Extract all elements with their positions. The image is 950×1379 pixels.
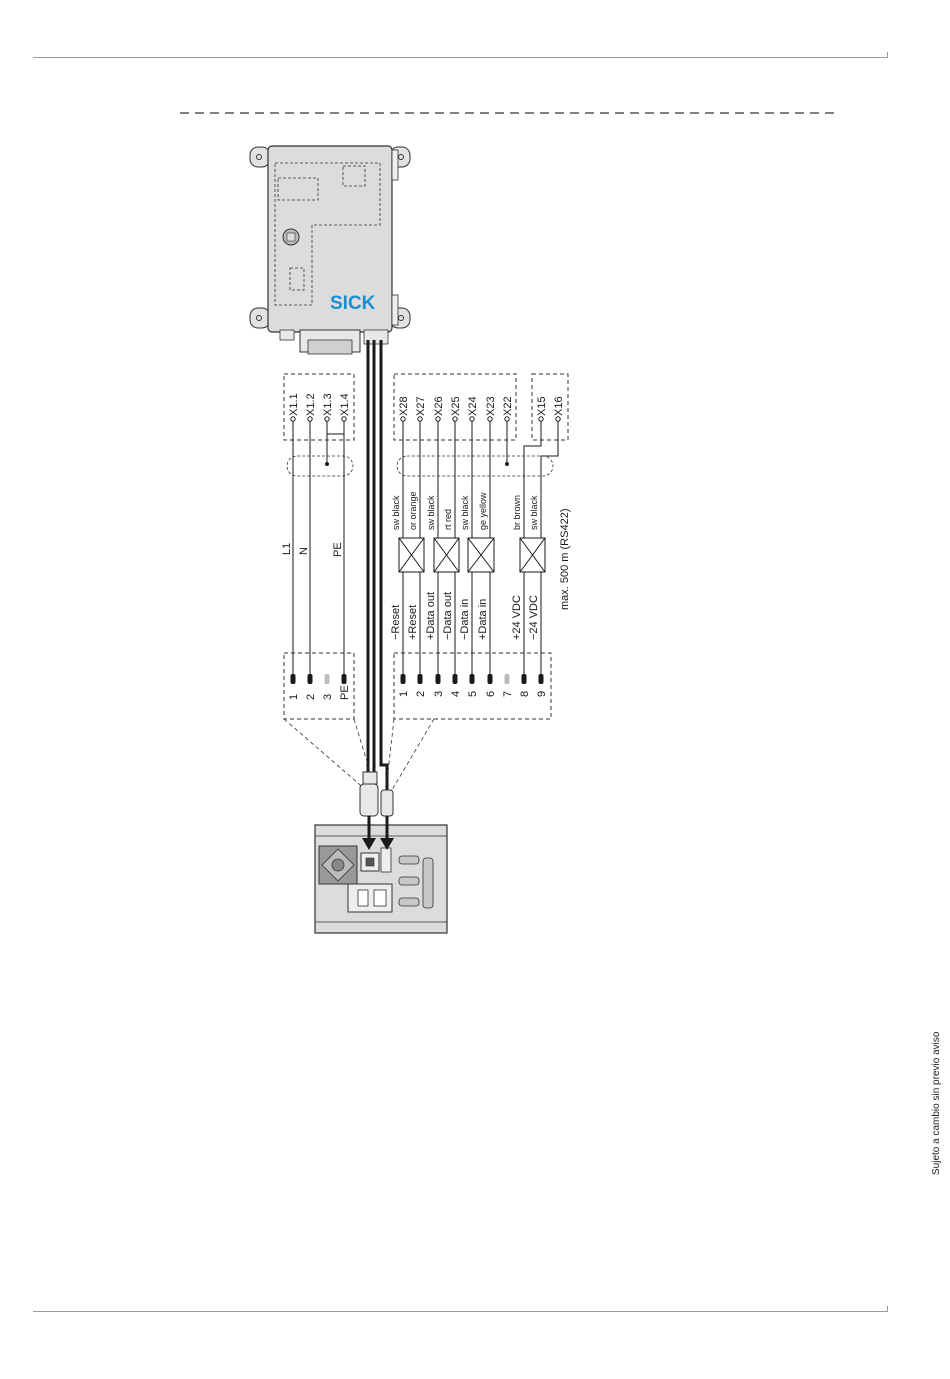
main-cables (368, 340, 387, 795)
device-clip (392, 150, 398, 180)
sub-d-connector-icon (399, 877, 419, 885)
signal-label: +Data out (425, 591, 437, 640)
data-socket-icon (381, 848, 391, 872)
data-terminal-top-label: X23 (485, 396, 497, 416)
wire-color-label: sw black (529, 495, 539, 530)
data-terminal-top-label: X26 (433, 396, 445, 416)
power-terminal-bottom-label: PE (339, 685, 351, 700)
device-gland (280, 330, 294, 340)
power-terminal-bottom-label: 3 (322, 693, 334, 700)
terminal-screw-icon (539, 417, 543, 421)
sub-d-37-connector-icon (423, 858, 433, 908)
junction-dot (505, 462, 509, 466)
terminal-screw-icon (401, 417, 405, 421)
power-terminal-top-label: X1.4 (339, 393, 351, 416)
callout-line (392, 719, 434, 790)
terminal-screw-icon (325, 417, 329, 421)
data-terminal-top-label: X27 (415, 396, 427, 416)
power-terminal-top-label: X1.1 (288, 393, 300, 416)
power-wire-label: PE (332, 542, 344, 557)
terminal-pin-icon (342, 674, 347, 684)
terminal-screw-icon (505, 417, 509, 421)
terminal-pin-icon (505, 674, 510, 684)
wire-color-label: sw black (391, 495, 401, 530)
terminal-pin-icon (325, 674, 330, 684)
data-terminal-bottom-label: 1 (398, 690, 410, 697)
signal-label: +24 VDC (511, 595, 523, 640)
terminal-pin-icon (436, 674, 441, 684)
power-wire-label: N (298, 547, 310, 555)
power-terminal-bottom-label: 1 (288, 693, 300, 700)
extra-terminal-top-label: X16 (553, 396, 565, 416)
pe-bridge-wire (327, 421, 344, 434)
data-terminal-bottom-label: 4 (450, 690, 462, 697)
sub-d-connector-icon (399, 898, 419, 906)
wire-color-label: sw black (460, 495, 470, 530)
data-terminal-top-label: X24 (467, 396, 479, 416)
wire-color-label: br brown (512, 494, 522, 530)
signal-label: +Reset (407, 604, 419, 640)
data-terminal-top-label: X25 (450, 396, 462, 416)
data-terminal-bottom-label: 3 (433, 690, 445, 697)
wire-color-label: sw black (426, 495, 436, 530)
sick-device (250, 146, 410, 354)
extra-terminal-top-label: X15 (536, 396, 548, 416)
terminal-screw-icon (470, 417, 474, 421)
terminal-pin-icon (308, 674, 313, 684)
signal-label: −Data out (442, 591, 454, 640)
side-note: Sujeto a cambio sin previo aviso (931, 1031, 942, 1175)
terminal-pin-icon (453, 674, 458, 684)
signal-label: −Reset (390, 604, 402, 640)
terminal-screw-icon (453, 417, 457, 421)
data-terminal-bottom-label: 2 (415, 690, 427, 697)
signal-label: −Data in (459, 598, 471, 640)
power-shield-oval (287, 456, 353, 476)
power-terminal-top-label: X1.3 (322, 393, 334, 416)
terminal-screw-icon (308, 417, 312, 421)
terminal-pin-icon (488, 674, 493, 684)
data-terminal-top-label: X22 (502, 396, 514, 416)
device-knob-square (287, 233, 295, 241)
power-plug-icon (360, 784, 378, 816)
data-plug-icon (381, 790, 393, 816)
device-clip (392, 295, 398, 325)
data-terminal-bottom-label: 5 (467, 690, 479, 697)
signal-label: −24 VDC (528, 595, 540, 640)
connection-unit (315, 825, 447, 933)
terminal-screw-icon (556, 417, 560, 421)
terminal-pin-icon (291, 674, 296, 684)
data-terminal-bottom-label: 7 (502, 690, 514, 697)
junction-dot (325, 462, 329, 466)
signal-label: +Data in (477, 598, 489, 640)
mount-ear-bl (250, 308, 270, 328)
terminal-pin-icon (539, 674, 544, 684)
mount-ear-tl (250, 147, 270, 167)
generated-wiring (281, 393, 571, 700)
terminal-screw-icon (436, 417, 440, 421)
power-terminal-bottom-label: 2 (305, 693, 317, 700)
terminal-pin-icon (522, 674, 527, 684)
terminal-screw-icon (342, 417, 346, 421)
data-terminal-bottom-label: 8 (519, 690, 531, 697)
callout-line (284, 719, 366, 790)
distance-note: max. 500 m (RS422) (559, 508, 571, 610)
power-terminal-top-label: X1.2 (305, 393, 317, 416)
data-terminal-bottom-label: 9 (536, 690, 548, 697)
data-terminal-top-label: X28 (398, 396, 410, 416)
device-connector-plug (308, 340, 352, 354)
terminal-pin-icon (470, 674, 475, 684)
terminal-screw-icon (291, 417, 295, 421)
terminal-screw-icon (418, 417, 422, 421)
data-terminal-bottom-label: 6 (485, 690, 497, 697)
terminal-pin-icon (418, 674, 423, 684)
terminal-screw-icon (488, 417, 492, 421)
wire-color-label: or orange (408, 491, 418, 530)
sub-d-connector-icon (399, 856, 419, 864)
sick-logo: SICK (330, 293, 376, 314)
power-wire-label: L1 (281, 542, 293, 555)
terminal-pin-icon (401, 674, 406, 684)
wire-color-label: ge yellow (478, 492, 488, 530)
wire-color-label: rt red (443, 508, 453, 530)
